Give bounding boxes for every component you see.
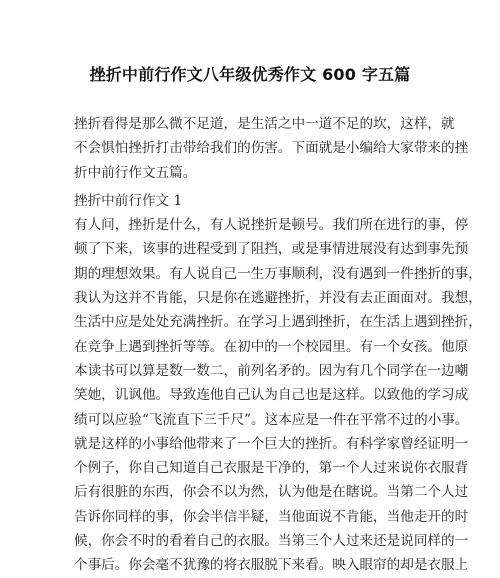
article-title: 挫折中前行作文八年级优秀作文 600 字五篇 (89, 65, 411, 84)
body-line: 期的理想效果。有人说自己一生万事顺利，没有遇到一件挫折的事， (74, 265, 482, 282)
intro-paragraph (74, 112, 469, 185)
body-line: 本读书可以算是数一数二，前列名矛的。因为有几个同学在一边嘲 (74, 362, 469, 379)
body-line: 个例子，你自己知道自己衣服是干净的，第一个人过来说你衣服背 (74, 460, 469, 477)
body-line: 在竞争上遇到挫折等等。在初中的一个校园里。有一个女孩。他原 (74, 338, 469, 355)
body-line: 就是这样的小事给他带来了一个巨大的挫折。有科学家曾经证明一 (74, 435, 469, 452)
body-line: 绩可以应验“飞流直下三千尺”。这本应是一件在平常不过的小事。 (74, 411, 469, 428)
intro-line: 挫折看得是那么微不足道，是生活之中一道不足的坎，这样，就 (74, 116, 455, 132)
body-line: 笑她，讥讽他。导致连他自己认为自己也是这样。以致他的学习成 (74, 387, 469, 404)
body-line: 顿了下来，该事的进程受到了阻挡，或是事情进展没有达到事先预 (74, 241, 469, 258)
body-line: 我认为这并不肯能，只是你在逃避挫折，并没有去正面面对。我想， (74, 290, 482, 307)
body-line: 生活中应是处处充满挫折。在学习上遇到挫折，在生活上遇到挫折， (74, 314, 482, 331)
section-heading: 挫折中前行作文 1 (74, 192, 183, 209)
article-content (74, 112, 482, 578)
body-line: 有人问，挫折是什么，有人说挫折是顿号。我们所在进行的事，停 (74, 217, 469, 234)
body-line: 告诉你同样的事，你会半信半疑，当他面说不肯能，当他走开的时 (74, 508, 469, 525)
intro-line: 不会惧怕挫折打击带给我们的伤害。下面就是小编给大家带来的挫 (74, 140, 469, 157)
body-paragraph (74, 213, 482, 577)
body-line: 后有很脏的东西，你会不以为然，认为他是在瞎说。当第二个人过 (74, 484, 469, 501)
body-line: 候，你会不时的看着自己的衣服。当第三个人过来还是说同样的一 (74, 533, 469, 550)
body-line: 个事后。你会毫不犹豫的将衣服脱下来看。映入眼帘的却是衣服上 (74, 557, 469, 574)
intro-line: 折中前行作文五篇。 (74, 164, 197, 181)
